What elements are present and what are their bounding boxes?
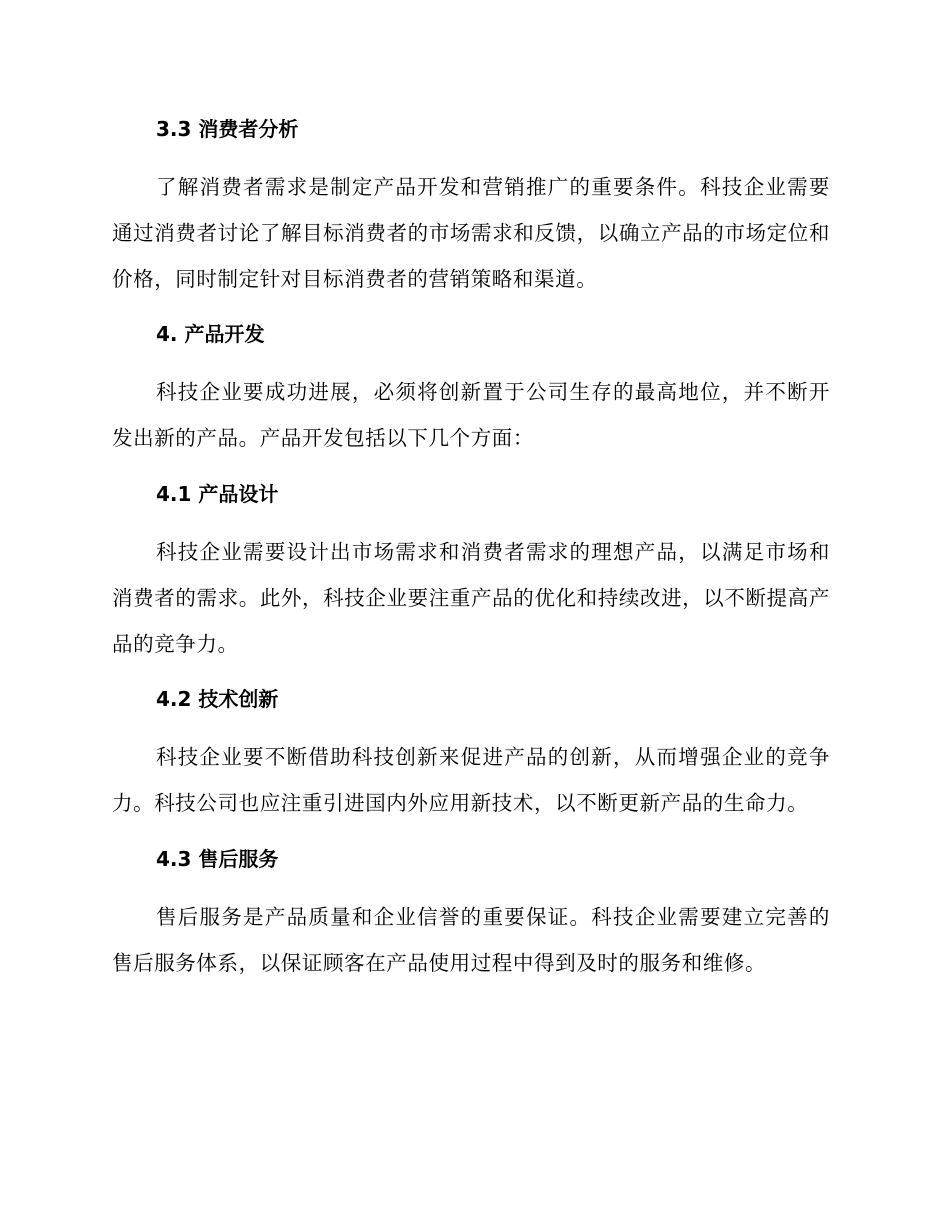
paragraph-technology-innovation: 科技企业要不断借助科技创新来促进产品的创新，从而增强企业的竞争力。科技公司也应注重引进国内外应用新技术，以不断更新产品的生命力。	[112, 745, 830, 815]
section-heading-consumer-analysis: 3.3 消费者分析	[156, 117, 299, 141]
section-heading-technology-innovation: 4.2 技术创新	[156, 687, 279, 711]
section-heading-after-sales-service: 4.3 售后服务	[156, 847, 279, 871]
paragraph-product-design: 科技企业需要设计出市场需求和消费者需求的理想产品，以满足市场和消费者的需求。此外，科技企业要注重产品的优化和持续改进，以不断提高产品的竞争力。	[112, 540, 830, 656]
paragraph-product-development: 科技企业要成功进展，必须将创新置于公司生存的最高地位，并不断开发出新的产品。产品开发包括以下几个方面：	[112, 380, 830, 450]
paragraph-consumer-analysis: 了解消费者需求是制定产品开发和营销推广的重要条件。科技企业需要通过消费者讨论了解目标消费者的市场需求和反馈，以确立产品的市场定位和价格，同时制定针对目标消费者的营销策略和渠道。	[112, 175, 830, 291]
section-heading-product-design: 4.1 产品设计	[156, 482, 279, 506]
paragraph-after-sales-service: 售后服务是产品质量和企业信誉的重要保证。科技企业需要建立完善的售后服务体系，以保证顾客在产品使用过程中得到及时的服务和维修。	[112, 905, 830, 975]
section-heading-product-development: 4. 产品开发	[156, 322, 265, 346]
